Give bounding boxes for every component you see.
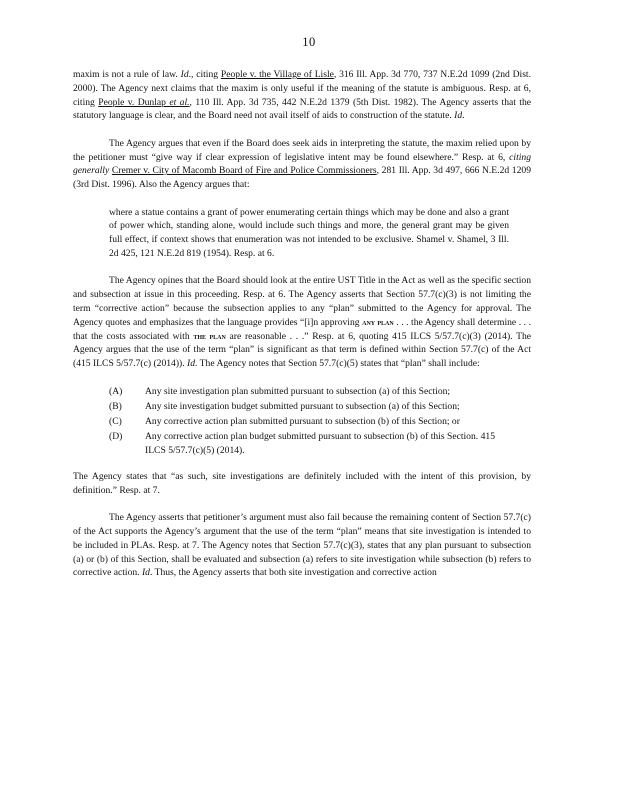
text-run: The Agency asserts that petitioner’s argument must also fail because the remaining content of Section 57.7(c) of the Act supports the Agency’s argument that the use of the term “plan” means that site investigation is intended to be included in PLAs. Resp. at 7. The Agency notes that Section 57.7(c)(3), states that any plan pursuant to subsection (a) or (b) of this Section, shall be evaluated and subsection (a) refers to site investigation while subsection (b) refers to corrective action. [73, 512, 531, 579]
text-run: . [462, 110, 465, 122]
list-item [73, 400, 531, 414]
paragraph [73, 137, 531, 192]
paragraph [73, 68, 531, 123]
paragraph [73, 470, 531, 498]
text-run: . The Agency notes that Section 57.7(c)(5) states that “plan” shall include: [195, 358, 480, 370]
text-run: ., citing [188, 69, 221, 80]
text-run: , 316 Ill. App. 3d 770, 737 N.E.2d 1099 (2nd Dist. 2000). The Agency next claims that the maxim is only useful if the meaning of the statute is ambiguous. Resp. at 6, citing [73, 69, 531, 108]
case-citation: et al. [169, 96, 190, 108]
list-item [73, 385, 531, 399]
case-citation: People v. the Village of Lisle [220, 69, 334, 80]
italic-citation: citing generally [73, 151, 531, 177]
italic-citation: Id [141, 567, 150, 579]
paragraph [73, 274, 531, 371]
list-item-text: Any site investigation plan submitted pursuant to subsection (a) of this Section; [145, 385, 451, 397]
text-run: The Agency opines that the Board should look at the entire UST Title in the Act as well as the specific section and subsection at issue in this proceeding. Resp. at 6. The Agency asserts that Section 57.7(c)(3) is not limiting the term “corrective action” because the subsection applies to any “plan” submitted to the Agency for approval. The Agency quotes and emphasizes that the language provides “[i]n approving [73, 275, 531, 328]
paragraph [73, 511, 531, 580]
text-run: . . . the Agency shall determine . . . that the costs associated with [73, 316, 531, 342]
text-run: are reasonable . . .” Resp. at 6, quoting 415 ILCS 5/57.7(c)(3) (2014). The Agency argues that the use of the term “plan” is significant as that term is defined within Section 57.7(c) of the Act (415 ILCS 5/57.7(c) (2014)). [73, 330, 531, 370]
list-item-text: Any corrective action plan budget submitted pursuant to subsection (b) of this Section. 415 ILCS 5/57.7(c)(5) (2014). [145, 431, 495, 457]
emphasized-term: the plan [193, 330, 226, 341]
list-item-label: (B) [109, 400, 122, 412]
italic-citation: Id [187, 358, 196, 370]
list-item [73, 415, 531, 429]
list-item-label: (D) [109, 431, 123, 443]
definition-list [73, 385, 531, 458]
page-number: 10 [302, 35, 316, 49]
italic-citation: Id [180, 69, 189, 80]
text-run: where a statue contains a grant of power enumerating certain things which may be done and also a grant of power which, standing alone, would include such things and more, the general grant may be given full effect, if context shows that enumeration was not intended to be exclusive. Shamel v. Shamel, 3 Ill. 2d 425, 121 N.E.2d 819 (1954). Resp. at 6. [109, 206, 509, 259]
list-item-label: (A) [109, 385, 123, 397]
case-citation: People v. Dunlap [98, 96, 170, 108]
list-item-text: Any site investigation budget submitted pursuant to subsection (a) of this Section; [145, 400, 460, 412]
text-run: maxim is not a rule of law. [73, 69, 181, 80]
text-run: The Agency argues that even if the Board does seek aids in interpreting the statute, the maxim relied upon by the petitioner must “give way if clear expression of legislative intent may be found elsewhere.” Resp. at 6, [73, 137, 531, 163]
list-item-text: Any corrective action plan submitted pursuant to subsection (b) of this Section; or [145, 416, 460, 428]
text-run: The Agency states that “as such, site investigations are definitely included with the intent of this provision, by definition.” Resp. at 7. [73, 471, 531, 496]
document-body [73, 68, 531, 594]
text-run: , 281 Ill. App. 3d 497, 666 N.E.2d 1209 (3rd Dist. 1996). Also the Agency argues that: [73, 165, 531, 191]
text-run: . Thus, the Agency asserts that both site investigation and corrective action [149, 567, 437, 579]
list-item [73, 430, 531, 458]
list-item-label: (C) [109, 416, 122, 428]
italic-citation: Id [454, 110, 463, 122]
text-run: , 110 Ill. App. 3d 735, 442 N.E.2d 1379 (5th Dist. 1982). The Agency asserts that the statutory language is clear, and the Board need not avail itself of aids to construction of the statute. [73, 96, 532, 122]
block-quote [109, 206, 509, 261]
case-citation: Cremer v. City of Macomb Board of Fire and Police Commissioners [111, 165, 377, 177]
emphasized-term: any plan [362, 316, 394, 327]
